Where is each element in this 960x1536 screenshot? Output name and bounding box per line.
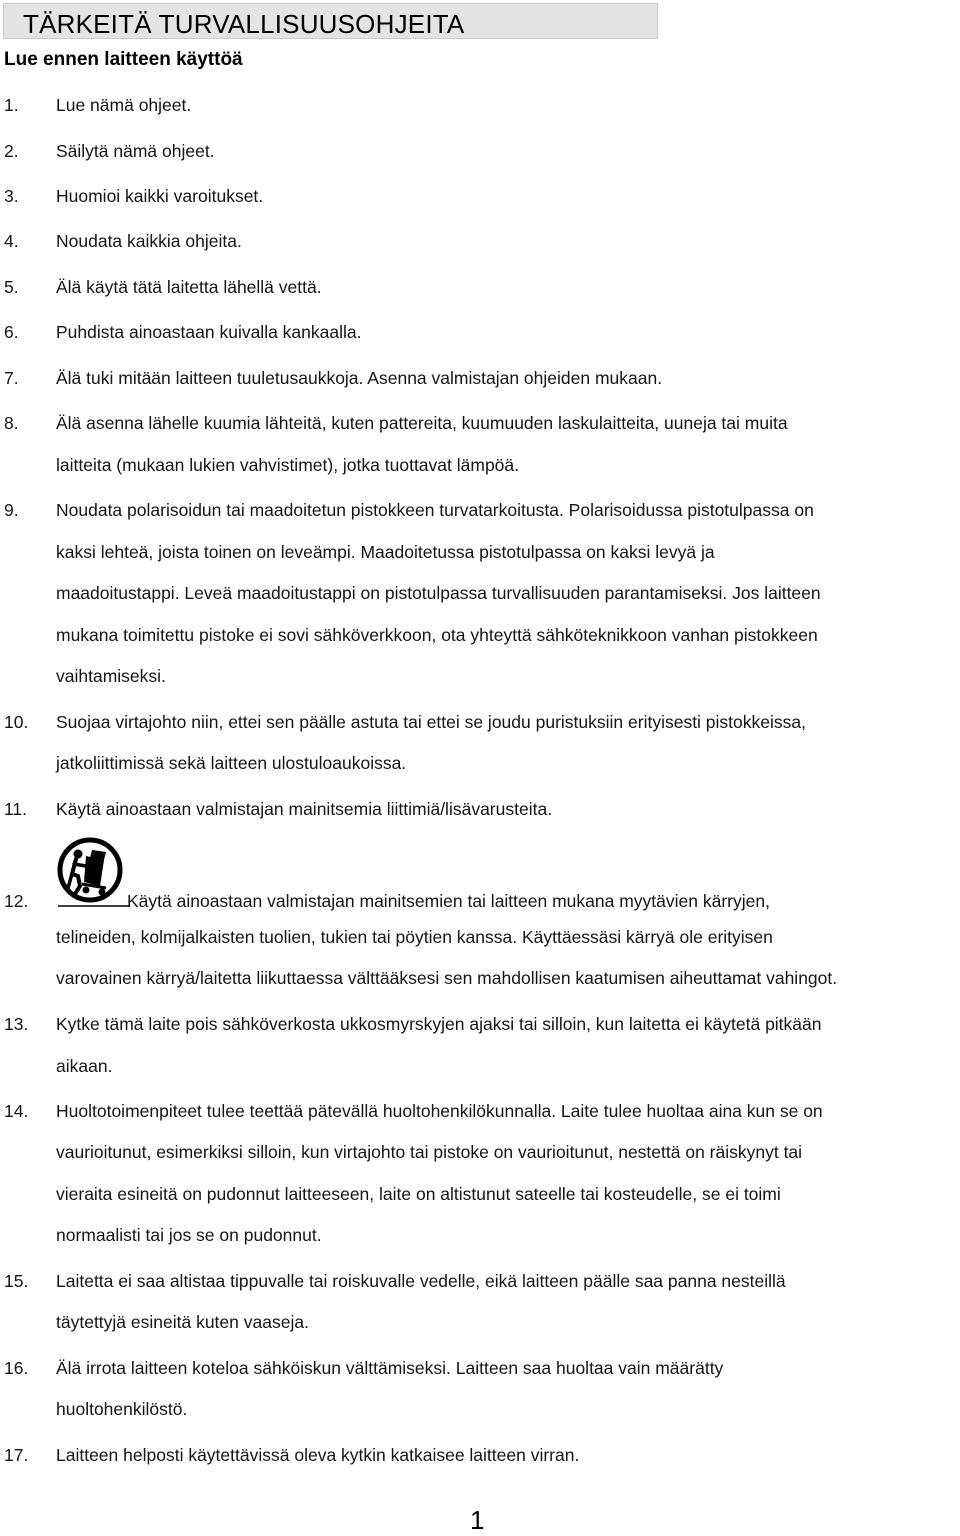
- item-number-3: 3.: [4, 186, 19, 206]
- cart-tip-over-warning-icon: [56, 836, 130, 910]
- item-11-line-1: Käytä ainoastaan valmistajan mainitsemia liittimiä/lisävarusteita.: [56, 799, 553, 819]
- item-8-line-1: Älä asenna lähelle kuumia lähteitä, kuten pattereita, kuumuuden laskulaitteita, uuneja tai muita: [56, 413, 788, 433]
- item-number-14: 14.: [4, 1101, 29, 1121]
- item-14-line-4: normaalisti tai jos se on pudonnut.: [56, 1225, 322, 1245]
- subtitle: Lue ennen laitteen käyttöä: [4, 49, 243, 70]
- item-number-5: 5.: [4, 277, 19, 297]
- item-9-line-2: kaksi lehteä, joista toinen on leveämpi. Maadoitetussa pistotulpassa on kaksi levyä ja: [56, 542, 715, 562]
- item-14-line-2: vaurioitunut, esimerkiksi silloin, kun virtajohto tai pistoke on vaurioitunut, nestettä on räiskynyt tai: [56, 1142, 803, 1162]
- item-15-line-2: täytettyjä esineitä kuten vaaseja.: [56, 1312, 309, 1332]
- item-10-line-2: jatkoliittimissä sekä laitteen ulostuloaukoissa.: [56, 753, 407, 773]
- item-4-line-1: Noudata kaikkia ohjeita.: [56, 231, 242, 251]
- item-number-15: 15.: [4, 1271, 29, 1291]
- item-number-9: 9.: [4, 500, 19, 520]
- item-3-line-1: Huomioi kaikki varoitukset.: [56, 186, 264, 206]
- item-10-line-1: Suojaa virtajohto niin, ettei sen päälle astuta tai ettei se joudu puristuksiin erityisesti pistokkeissa,: [56, 712, 806, 732]
- title-banner: [3, 3, 658, 39]
- item-8-line-2: laitteita (mukaan lukien vahvistimet), jotka tuottavat lämpöä.: [56, 455, 519, 475]
- item-1-line-1: Lue nämä ohjeet.: [56, 95, 192, 115]
- item-5-line-1: Älä käytä tätä laitetta lähellä vettä.: [56, 277, 322, 297]
- item-2-line-1: Säilytä nämä ohjeet.: [56, 141, 215, 161]
- item-number-7: 7.: [4, 368, 19, 388]
- item-9-line-1: Noudata polarisoidun tai maadoitetun pistokkeen turvatarkoitusta. Polarisoidussa pistotulpassa on: [56, 500, 814, 520]
- item-number-16: 16.: [4, 1358, 29, 1378]
- item-14-line-1: Huoltotoimenpiteet tulee teettää pätevällä huoltohenkilökunnalla. Laite tulee huoltaa aina kun se on: [56, 1101, 823, 1121]
- item-number-1: 1.: [4, 95, 19, 115]
- item-9-line-5: vaihtamiseksi.: [56, 666, 166, 686]
- item-12-line-1: Käytä ainoastaan valmistajan mainitsemien tai laitteen mukana myytävien kärryjen,: [127, 891, 770, 911]
- item-7-line-1: Älä tuki mitään laitteen tuuletusaukkoja. Asenna valmistajan ohjeiden mukaan.: [56, 368, 663, 388]
- item-number-10: 10.: [4, 712, 29, 732]
- item-number-6: 6.: [4, 322, 19, 342]
- item-14-line-3: vieraita esineitä on pudonnut laitteeseen, laite on altistunut sateelle tai kosteudelle, se ei toimi: [56, 1184, 781, 1204]
- page-number: 1: [470, 1505, 485, 1535]
- item-number-11: 11.: [4, 799, 28, 819]
- page-title: TÄRKEITÄ TURVALLISUUSOHJEITA: [23, 9, 465, 39]
- item-16-line-2: huoltohenkilöstö.: [56, 1399, 188, 1419]
- item-number-8: 8.: [4, 413, 19, 433]
- item-13-line-2: aikaan.: [56, 1056, 113, 1076]
- item-17-line-1: Laitteen helposti käytettävissä oleva kytkin katkaisee laitteen virran.: [56, 1445, 580, 1465]
- item-15-line-1: Laitetta ei saa altistaa tippuvalle tai roiskuvalle vedelle, eikä laitteen päälle saa panna nesteillä: [56, 1271, 786, 1291]
- item-9-line-4: mukana toimitettu pistoke ei sovi sähköverkkoon, ota yhteyttä sähköteknikkoon vanhan pistokkeen: [56, 625, 818, 645]
- item-9-line-3: maadoitustappi. Leveä maadoitustappi on pistotulpassa turvallisuuden parantamiseksi. Jos laitteen: [56, 583, 821, 603]
- item-number-12: 12.: [4, 891, 29, 911]
- item-12-line-3: varovainen kärryä/laitetta liikuttaessa välttääksesi sen mahdollisen kaatumisen aiheuttamat vahingot.: [56, 968, 838, 988]
- item-12-line-2: telineiden, kolmijalkaisten tuolien, tukien tai pöytien kanssa. Käyttäessäsi kärryä ole erityisen: [56, 927, 773, 947]
- item-13-line-1: Kytke tämä laite pois sähköverkosta ukkosmyrskyjen ajaksi tai silloin, kun laitetta ei käytetä pitkään: [56, 1014, 822, 1034]
- item-6-line-1: Puhdista ainoastaan kuivalla kankaalla.: [56, 322, 362, 342]
- item-number-13: 13.: [4, 1014, 29, 1034]
- item-number-2: 2.: [4, 141, 19, 161]
- item-16-line-1: Älä irrota laitteen koteloa sähköiskun välttämiseksi. Laitteen saa huoltaa vain määrätty: [56, 1358, 724, 1378]
- item-number-4: 4.: [4, 231, 19, 251]
- item-number-17: 17.: [4, 1445, 29, 1465]
